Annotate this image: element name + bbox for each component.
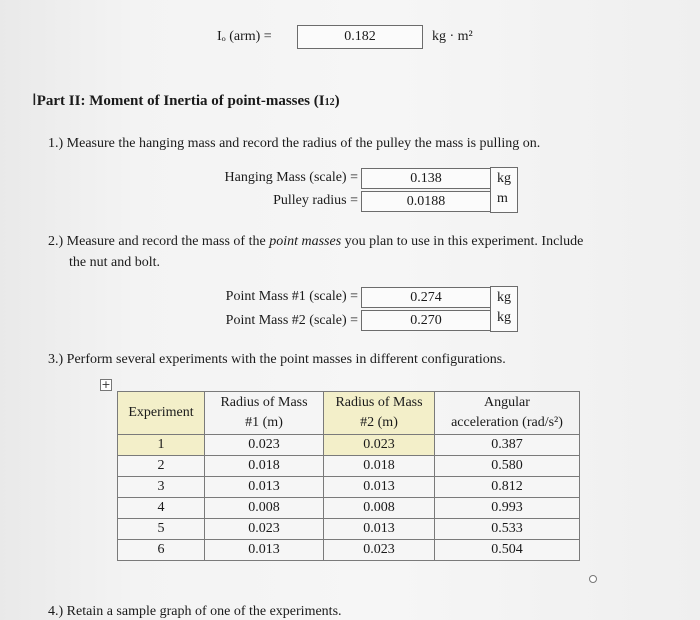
cell-angular-acceleration[interactable]: 0.580 bbox=[435, 456, 580, 477]
step2-units bbox=[490, 286, 518, 332]
table-resize-handle[interactable] bbox=[589, 575, 597, 583]
header-radius-1-line2: #1 (m) bbox=[245, 415, 283, 430]
step2-instruction-cont: the nut and bolt. bbox=[69, 255, 160, 270]
step2-instruction bbox=[48, 234, 583, 250]
arm-inertia-input[interactable]: 0.182 bbox=[297, 25, 423, 49]
hanging-mass-label: Hanging Mass (scale) = bbox=[224, 170, 358, 185]
header-radius-2-line1: Radius of Mass bbox=[335, 395, 423, 410]
point-mass-2-label: Point Mass #2 (scale) = bbox=[225, 313, 358, 328]
step2-text-b: you plan to use in this experiment. Include bbox=[341, 234, 584, 249]
point-mass-2-input[interactable]: 0.270 bbox=[361, 310, 491, 331]
point-mass-1-input[interactable]: 0.274 bbox=[361, 287, 491, 308]
cell-angular-acceleration[interactable]: 0.993 bbox=[435, 498, 580, 519]
pulley-radius-unit: m bbox=[497, 191, 508, 206]
cell-radius-1[interactable]: 0.023 bbox=[205, 519, 324, 540]
cell-radius-1[interactable]: 0.018 bbox=[205, 456, 324, 477]
step4-instruction: 4.) Retain a sample graph of one of the experiments. bbox=[48, 604, 342, 619]
cell-experiment[interactable]: 5 bbox=[118, 519, 205, 540]
cell-radius-1[interactable]: 0.013 bbox=[205, 540, 324, 561]
pulley-radius-input[interactable]: 0.0188 bbox=[361, 191, 491, 212]
cell-experiment[interactable]: 6 bbox=[118, 540, 205, 561]
step2-text-em: point masses bbox=[269, 234, 342, 249]
table-row bbox=[118, 519, 580, 540]
text-cursor-icon: I bbox=[32, 90, 37, 109]
cell-angular-acceleration[interactable]: 0.387 bbox=[435, 435, 580, 456]
part2-subscript: 12 bbox=[324, 97, 335, 108]
table-row bbox=[118, 435, 580, 456]
arm-inertia-label: Iₒ (arm) = bbox=[217, 29, 272, 44]
cell-experiment[interactable]: 2 bbox=[118, 456, 205, 477]
cell-angular-acceleration[interactable]: 0.812 bbox=[435, 477, 580, 498]
arm-inertia-unit: kg · m² bbox=[432, 29, 473, 44]
header-acc-line1: Angular bbox=[484, 395, 530, 410]
step1-units bbox=[490, 167, 518, 213]
point-mass-2-unit: kg bbox=[497, 310, 511, 325]
table-row bbox=[118, 540, 580, 561]
step2-text-a: 2.) Measure and record the mass of the bbox=[48, 234, 270, 249]
table-expand-icon[interactable]: + bbox=[101, 378, 111, 391]
cell-experiment[interactable]: 3 bbox=[118, 477, 205, 498]
header-radius-1-line1: Radius of Mass bbox=[220, 395, 308, 410]
header-acc-line2: acceleration (rad/s²) bbox=[451, 415, 563, 430]
cell-radius-2[interactable]: 0.013 bbox=[324, 477, 435, 498]
part2-title: Part II: Moment of Inertia of point-masses (I bbox=[36, 93, 325, 109]
part2-heading bbox=[32, 90, 340, 110]
cell-radius-2[interactable]: 0.023 bbox=[324, 540, 435, 561]
table-row bbox=[118, 477, 580, 498]
cell-experiment[interactable]: 4 bbox=[118, 498, 205, 519]
cell-radius-2[interactable]: 0.013 bbox=[324, 519, 435, 540]
hanging-mass-input[interactable]: 0.138 bbox=[361, 168, 491, 189]
cell-radius-2[interactable]: 0.018 bbox=[324, 456, 435, 477]
cell-angular-acceleration[interactable]: 0.533 bbox=[435, 519, 580, 540]
point-mass-1-unit: kg bbox=[497, 290, 511, 305]
cell-radius-1[interactable]: 0.008 bbox=[205, 498, 324, 519]
header-radius-2 bbox=[324, 392, 435, 435]
point-mass-1-label: Point Mass #1 (scale) = bbox=[225, 289, 358, 304]
part2-title-end: ) bbox=[334, 93, 340, 109]
header-radius-1 bbox=[205, 392, 324, 435]
cell-radius-1[interactable]: 0.023 bbox=[205, 435, 324, 456]
hanging-mass-unit: kg bbox=[497, 171, 511, 186]
step1-instruction: 1.) Measure the hanging mass and record the radius of the pulley the mass is pulling on. bbox=[48, 136, 541, 151]
header-experiment: Experiment bbox=[118, 392, 205, 435]
step3-instruction: 3.) Perform several experiments with the point masses in different configurations. bbox=[48, 352, 506, 367]
table-header-row bbox=[118, 392, 580, 435]
cell-experiment[interactable]: 1 bbox=[118, 435, 205, 456]
cell-angular-acceleration[interactable]: 0.504 bbox=[435, 540, 580, 561]
cell-radius-2[interactable]: 0.023 bbox=[324, 435, 435, 456]
experiment-table bbox=[117, 391, 580, 561]
table-row bbox=[118, 456, 580, 477]
cell-radius-1[interactable]: 0.013 bbox=[205, 477, 324, 498]
cell-radius-2[interactable]: 0.008 bbox=[324, 498, 435, 519]
pulley-radius-label: Pulley radius = bbox=[273, 193, 358, 208]
table-row bbox=[118, 498, 580, 519]
header-angular-acceleration bbox=[435, 392, 580, 435]
header-radius-2-line2: #2 (m) bbox=[360, 415, 398, 430]
